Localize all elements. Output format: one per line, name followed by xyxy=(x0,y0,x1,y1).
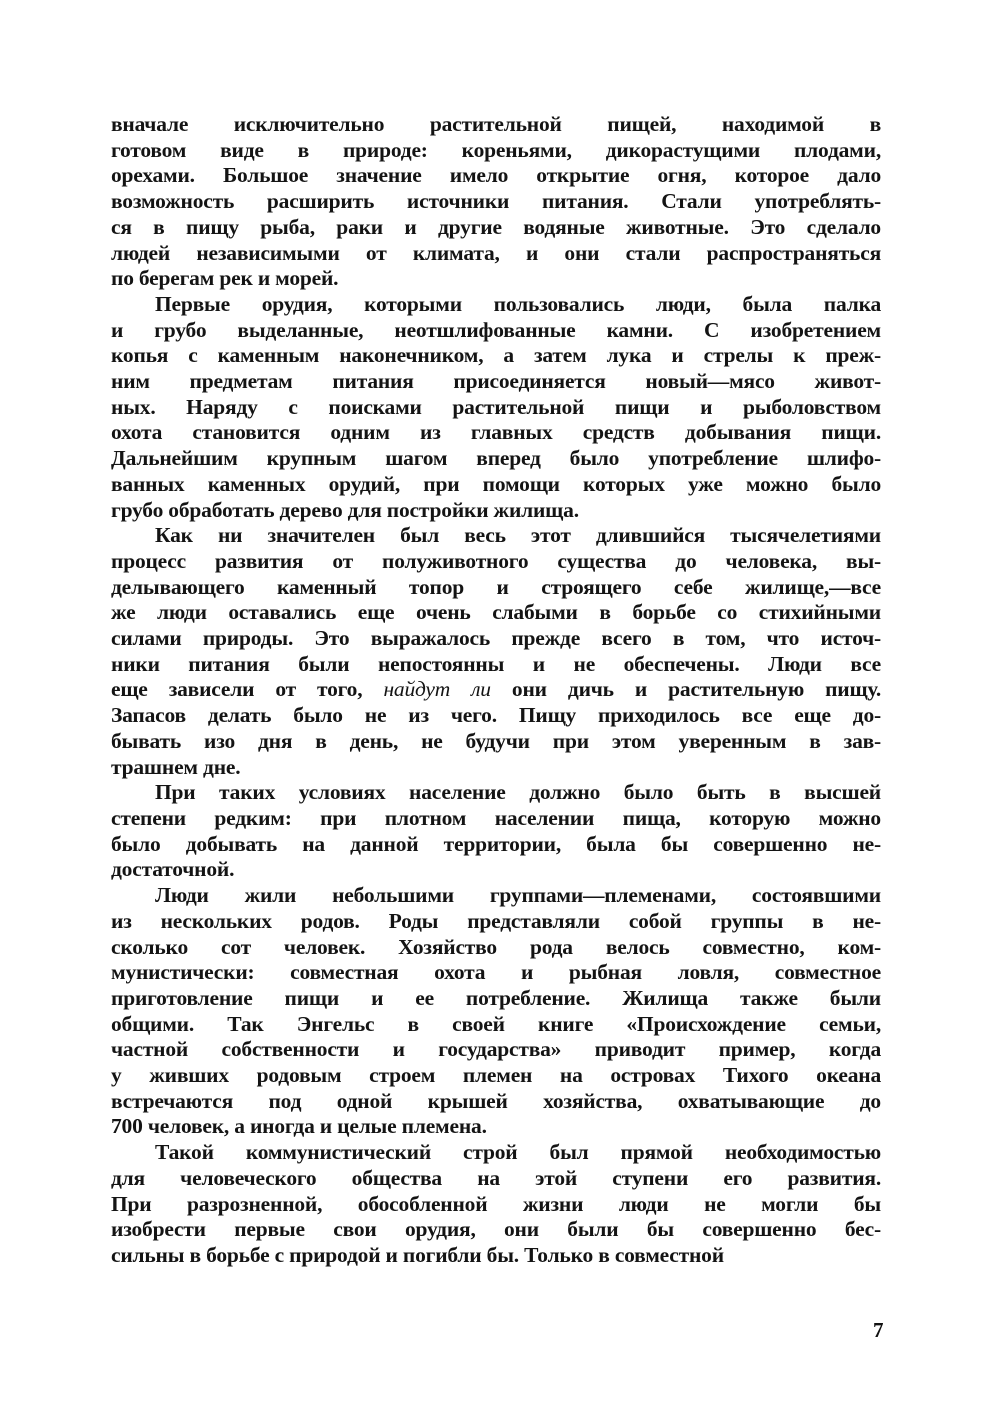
text-line: достаточной. xyxy=(111,857,235,882)
text-line: При таких условиях население должно было быть в высшей xyxy=(155,780,881,805)
text-line: людей независимыми от климата, и они стали распространяться xyxy=(111,240,881,265)
text-line: ванных каменных орудий, при помощи которых уже можно было xyxy=(111,471,881,496)
text-line: степени редким: при плотном населении пища, которую можно xyxy=(111,805,881,830)
text-line: ных. Наряду с поисками растительной пищи и рыболовством xyxy=(111,394,881,419)
text-line: частной собственности и государства» приводит пример, когда xyxy=(111,1037,881,1062)
paragraph xyxy=(111,1140,881,1269)
text-line: по берегам рек и морей. xyxy=(111,266,339,291)
page-number: 7 xyxy=(873,1318,884,1342)
text-line: и грубо выделанные, неотшлифованные камни. С изобретением xyxy=(111,317,881,342)
paragraph xyxy=(111,780,881,883)
text-line: для человеческого общества на этой ступени его развития. xyxy=(111,1165,881,1190)
text-line: 700 человек, а иногда и целые племена. xyxy=(111,1114,487,1139)
paragraph xyxy=(111,112,881,292)
text-line: изобрести первые свои орудия, они были бы совершенно бес- xyxy=(111,1217,881,1242)
text-line: делывающего каменный топор и строящего себе жилище,—все xyxy=(111,574,881,599)
text-line: орехами. Большое значение имело открытие огня, которое дало xyxy=(111,163,881,188)
text-line: вначале исключительно растительной пищей, находимой в xyxy=(111,112,881,136)
paragraph xyxy=(111,523,881,780)
text-line: было добывать на данной территории, была бы совершенно не- xyxy=(111,831,881,856)
text-line: Дальнейшим крупным шагом вперед было употребление шлифо- xyxy=(111,446,881,471)
text-line: готовом виде в природе: кореньями, дикорастущими плодами, xyxy=(111,137,881,162)
paragraph xyxy=(111,292,881,523)
text-line: Как ни значителен был весь этот длившийся тысячелетиями xyxy=(155,523,881,548)
text-line: копья с каменным наконечником, а затем лука и стрелы к преж- xyxy=(111,343,881,368)
text-line: ся в пищу рыба, раки и другие водяные животные. Это сделало xyxy=(111,214,881,239)
text-line: Первые орудия, которыми пользовались люди, была палка xyxy=(155,291,881,316)
text-line: охота становится одним из главных средств добывания пищи. xyxy=(111,420,881,445)
text-line: сколько сот человек. Хозяйство рода велось совместно, ком- xyxy=(111,934,881,959)
text-line: из нескольких родов. Роды представляли собой группы в не- xyxy=(111,908,881,933)
text-line: силами природы. Это выражалось прежде всего в том, что источ- xyxy=(111,626,881,651)
text-line: Запасов делать было не из чего. Пищу приходилось все еще до- xyxy=(111,703,881,728)
text-line: Такой коммунистический строй был прямой необходимостью xyxy=(155,1140,881,1165)
text-line: мунистически: совместная охота и рыбная ловля, совместное xyxy=(111,960,881,985)
text-line: же люди оставались еще очень слабыми в борьбе со стихийными xyxy=(111,600,881,625)
italic-emphasis: найдут ли xyxy=(383,677,491,702)
text-line: трашнем дне. xyxy=(111,754,241,779)
text-line: общими. Так Энгельс в своей книге «Происхождение семьи, xyxy=(111,1011,881,1036)
text-line: приготовление пищи и ее потребление. Жилища также были xyxy=(111,985,881,1010)
text-line: еще зависели от того, найдут ли они дичь и растительную пищу. xyxy=(111,677,881,702)
text-line: возможность расширить источники питания. Стали употреблять- xyxy=(111,189,881,214)
text-line: встречаются под одной крышей хозяйства, охватывающие до xyxy=(111,1088,881,1113)
text-line: ним предметам питания присоединяется новый—мясо живот- xyxy=(111,369,881,394)
text-line: процесс развития от полуживотного существа до человека, вы- xyxy=(111,548,881,573)
text-line: ники питания были непостоянны и не обеспечены. Люди все xyxy=(111,651,881,676)
text-line: у живших родовым строем племен на островах Тихого океана xyxy=(111,1063,881,1088)
text-line: сильны в борьбе с природой и погибли бы. Только в совместной xyxy=(111,1242,724,1267)
page-body xyxy=(111,112,881,1269)
text-line: При разрозненной, обособленной жизни люди не могли бы xyxy=(111,1191,881,1216)
text-line: бывать изо дня в день, не будучи при этом уверенным в зав- xyxy=(111,728,881,753)
text-line: грубо обработать дерево для постройки жилища. xyxy=(111,497,579,522)
text-line: Люди жили небольшими группами—племенами, состоявшими xyxy=(155,883,881,908)
paragraph xyxy=(111,883,881,1140)
